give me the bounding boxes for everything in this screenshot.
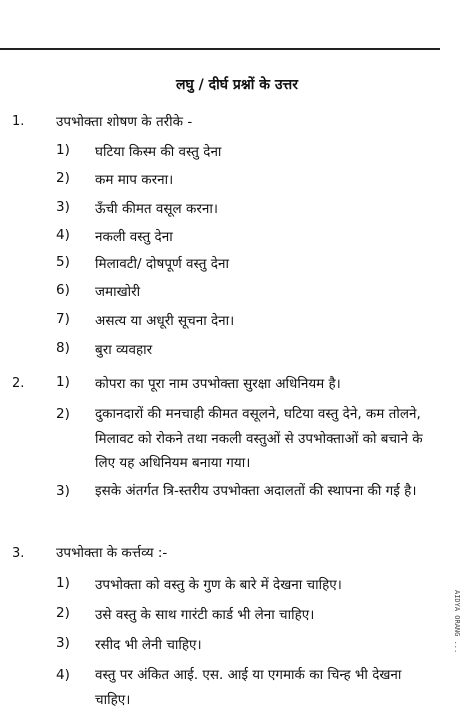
q1-item-7-number: 7): [56, 311, 70, 327]
q1-item-5-text: मिलावटी/ दोषपूर्ण वस्तु देना: [95, 256, 229, 272]
q3-item-2-number: 2): [56, 605, 70, 621]
q1-item-6-number: 6): [56, 282, 70, 298]
q3-item-3-number: 3): [56, 635, 70, 651]
q3-item-4-text: वस्तु पर अंकित आई. एस. आई या एगमार्क का चिन्ह भी देखना चाहिए।: [95, 667, 402, 708]
page-title: लघु / दीर्घ प्रश्नों के उत्तर: [176, 77, 298, 93]
q2-item-2-number: 2): [56, 406, 70, 422]
question-3-heading: उपभोक्ता के कर्त्तव्य :-: [56, 545, 168, 561]
q2-item-3-number: 3): [56, 483, 70, 499]
q1-item-3-number: 3): [56, 199, 70, 215]
q1-item-8-number: 8): [56, 340, 70, 356]
q2-item-3-text: इसके अंतर्गत त्रि-स्तरीय उपभोक्ता अदालतों की स्थापना की गई है।: [95, 483, 417, 499]
q1-item-1-text: घटिया किस्म की वस्तु देना: [95, 144, 222, 160]
top-rule: [0, 48, 440, 50]
question-1-heading: उपभोक्ता शोषण के तरीके -: [56, 114, 193, 130]
q2-item-1-text: कोपरा का पूरा नाम उपभोक्ता सुरक्षा अधिनियम है।: [95, 376, 341, 392]
q2-item-1-number: 1): [56, 374, 70, 390]
q1-item-3-text: ऊँची कीमत वसूल करना।: [95, 201, 218, 217]
q1-item-7-text: असत्य या अधूरी सूचना देना।: [95, 313, 235, 329]
question-3-number: 3.: [12, 546, 25, 561]
q1-item-6-text: जमाखोरी: [95, 284, 141, 300]
side-stamp: AIDYA ORANG ...: [453, 590, 461, 654]
q2-item-2-text: दुकानदारों की मनचाही कीमत वसूलने, घटिया वस्तु देने, कम तोलने, मिलावट को रोकने तथा नकली वस्तुओं से उपभोक्ताओं को बचाने के लिए यह अधिनियम बनाया गया।: [95, 406, 423, 471]
q1-item-8-text: बुरा व्यवहार: [95, 342, 153, 358]
q3-item-1-number: 1): [56, 575, 70, 591]
question-2-number: 2.: [12, 376, 25, 391]
q3-item-4-number: 4): [56, 667, 70, 683]
q1-item-5-number: 5): [56, 254, 70, 270]
q3-item-2-text: उसे वस्तु के साथ गारंटी कार्ड भी लेना चाहिए।: [95, 607, 315, 623]
q3-item-3-text: रसीद भी लेनी चाहिए।: [95, 637, 202, 653]
q1-item-4-number: 4): [56, 227, 70, 243]
q1-item-1-number: 1): [56, 142, 70, 158]
question-1-number: 1.: [12, 114, 25, 129]
q1-item-4-text: नकली वस्तु देना: [95, 229, 173, 245]
q1-item-2-text: कम माप करना।: [95, 172, 174, 188]
q1-item-2-number: 2): [56, 170, 70, 186]
q3-item-1-text: उपभोक्ता को वस्तु के गुण के बारे में देखना चाहिए।: [95, 577, 342, 593]
